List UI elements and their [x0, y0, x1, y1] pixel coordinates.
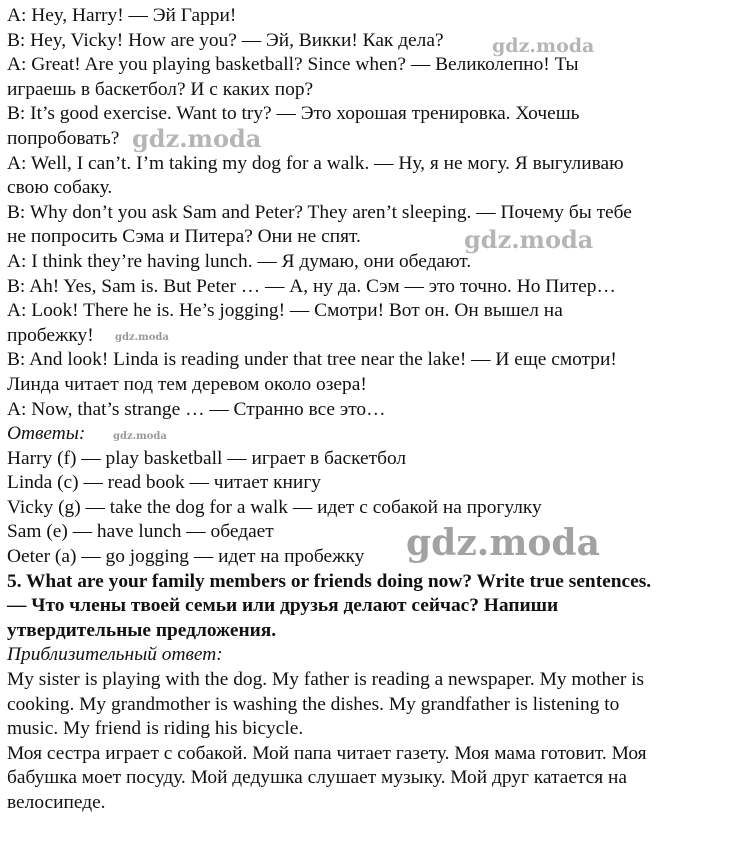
answer-item: Vicky (g) — take the dog for a walk — идет с собакой на прогулку: [7, 496, 542, 518]
dialogue-line: B: Ah! Yes, Sam is. But Peter … — А, ну да. Сэм — это точно. Но Питер…: [7, 275, 616, 297]
dialogue-line: B: And look! Linda is reading under that tree near the lake! — И еще смотри!: [7, 349, 617, 371]
document-page: [7, 4, 739, 816]
dialogue-line: A: Look! There he is. He’s jogging! — Смотри! Вот он. Он вышел на: [7, 300, 563, 322]
russian-answer-line: бабушка моет посуду. Мой дедушка слушает музыку. Мой друг катается на: [7, 767, 627, 789]
answer-item: Linda (c) — read book — читает книгу: [7, 472, 321, 494]
approx-answer-heading: Приблизительный ответ:: [7, 644, 223, 666]
watermark-logo: gdz.moda: [492, 35, 595, 57]
english-answer-line: cooking. My grandmother is washing the dishes. My grandfather is listening to: [7, 693, 620, 715]
dialogue-line: пробежку!: [7, 324, 94, 346]
task-heading-line: — Что члены твоей семьи или друзья делают сейчас? Напиши: [7, 595, 559, 617]
dialogue-line: A: I think they’re having lunch. — Я думаю, они обедают.: [7, 250, 472, 272]
task-heading-line: утвердительные предложения.: [7, 619, 277, 641]
english-answer-line: My sister is playing with the dog. My father is reading a newspaper. My mother is: [7, 669, 645, 691]
dialogue-line: попробовать?: [7, 127, 120, 149]
dialogue-line: играешь в баскетбол? И с каких пор?: [7, 78, 314, 100]
english-answer-line: music. My friend is riding his bicycle.: [7, 718, 304, 740]
russian-answer-line: Моя сестра играет с собакой. Мой папа читает газету. Моя мама готовит. Моя: [7, 742, 647, 764]
dialogue-line: B: It’s good exercise. Want to try? — Это хорошая тренировка. Хочешь: [7, 103, 580, 125]
answer-item: Sam (e) — have lunch — обедает: [7, 521, 274, 543]
russian-answer: [7, 742, 739, 816]
dialogue-line: свою собаку.: [7, 177, 113, 199]
task-heading: [7, 570, 739, 644]
dialogue-line: B: Hey, Vicky! How are you? — Эй, Викки! Как дела?: [7, 29, 444, 51]
dialogue-line: A: Well, I can’t. I’m taking my dog for a walk. — Ну, я не могу. Я выгуливаю: [7, 152, 624, 174]
dialogue-line: A: Now, that’s strange … — Странно все это…: [7, 398, 386, 420]
dialogue-line: Линда читает под тем деревом около озера!: [7, 373, 367, 395]
watermark-logo: gdz.moda: [113, 431, 167, 442]
answers-heading: Ответы:: [7, 423, 86, 445]
dialogue-line: A: Hey, Harry! — Эй Гарри!: [7, 5, 237, 26]
answer-item: Harry (f) — play basketball — играет в баскетбол: [7, 447, 407, 469]
answers-list: [7, 447, 739, 570]
answer-item: Oeter (a) — go jogging — идет на пробежку: [7, 546, 365, 568]
watermark-logo: gdz.moda: [464, 225, 594, 254]
dialogue-line: B: Why don’t you ask Sam and Peter? They aren’t sleeping. — Почему бы тебе: [7, 201, 632, 223]
watermark-logo: gdz.moda: [132, 124, 262, 153]
dialogue-line: A: Great! Are you playing basketball? Since when? — Великолепно! Ты: [7, 54, 579, 76]
watermark-logo: gdz.moda: [406, 522, 600, 564]
russian-answer-line: велосипеде.: [7, 792, 106, 813]
dialogue-block: [7, 4, 739, 422]
watermark-logo: gdz.moda: [115, 332, 169, 343]
dialogue-line: не попросить Сэма и Питера? Они не спят.: [7, 226, 361, 248]
english-answer: [7, 668, 739, 742]
task-heading-line: 5. What are your family members or friends doing now? Write true sentences.: [7, 570, 652, 592]
